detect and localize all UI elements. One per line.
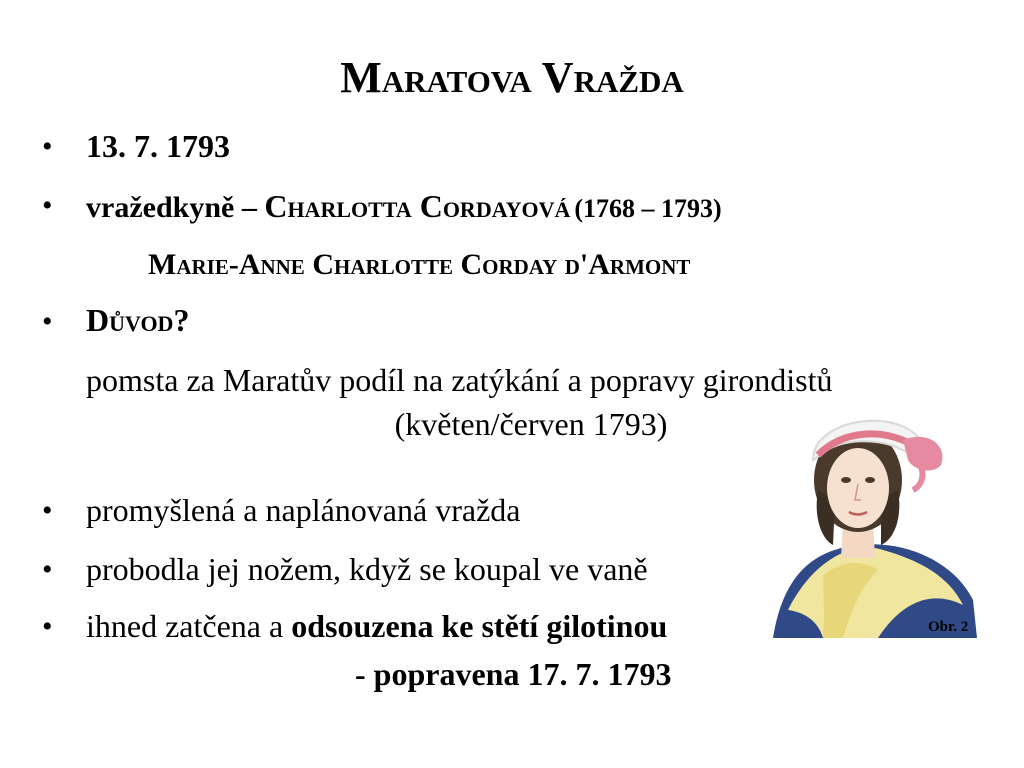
arrest-prefix: ihned zatčena a [86,608,292,644]
murderer-years: (1768 – 1793) [574,194,722,223]
execution-date: - popravena 17. 7. 1793 [355,656,672,692]
bullet-icon: • [42,610,53,643]
bullet-icon: • [42,189,53,222]
slide-title: Maratova Vražda [340,53,684,102]
reason-date: (květen/červen 1793) [394,406,668,442]
murderer-name: Charlotta Cordayová [264,188,571,224]
bullet-icon: • [42,494,53,527]
arrest-sentence: odsouzena ke stětí gilotinou [291,608,668,644]
image-caption: Obr. 2 [928,619,969,635]
full-name: Marie-Anne Charlotte Corday d'Armont [148,248,691,281]
bullet-icon: • [42,130,53,163]
murderer-item [86,188,722,225]
murderer-prefix: vražedkyně – [86,191,265,224]
arrest-item [86,608,667,645]
reason-heading: Důvod? [86,302,190,338]
premeditated-item: promyšlená a naplánovaná vražda [86,492,521,528]
bullet-icon: • [42,305,53,338]
date-item: 13. 7. 1793 [86,128,230,164]
reason-text: pomsta za Maratův podíl na zatýkání a popravy girondistů [86,362,833,398]
stabbed-item: probodla jej nožem, když se koupal ve vaně [86,551,648,587]
portrait-image [763,400,977,638]
bullet-icon: • [42,553,53,586]
